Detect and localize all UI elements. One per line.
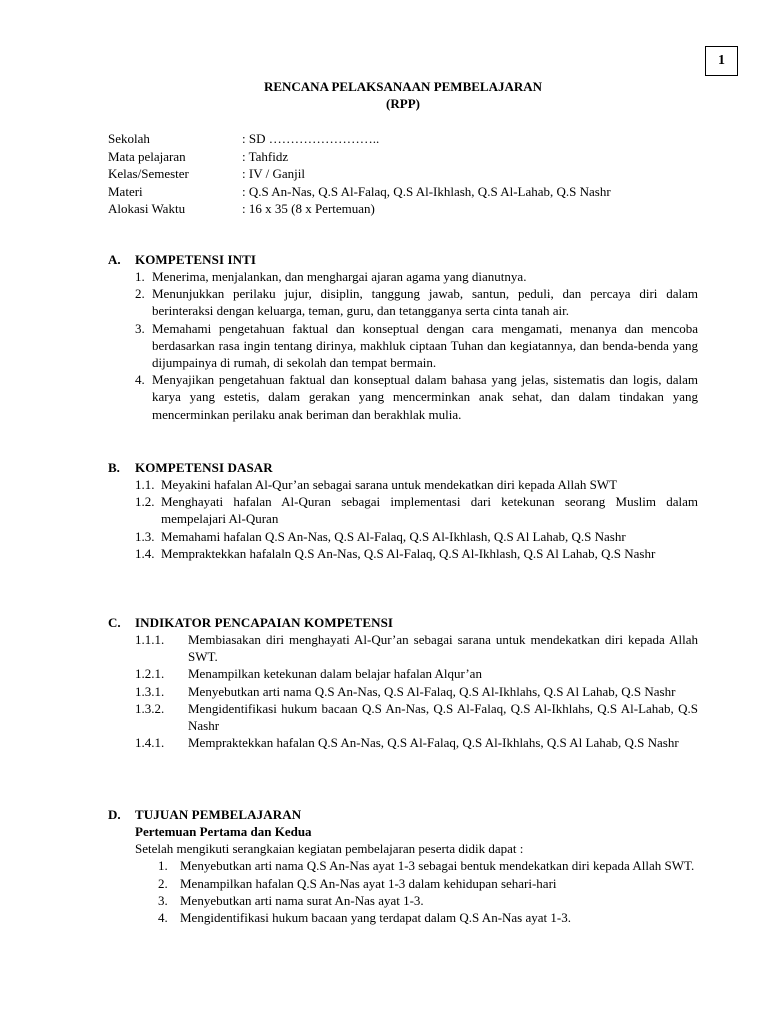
- list-item: [108, 371, 698, 423]
- item-text: Memahami hafalan Q.S An-Nas, Q.S Al-Falaq, Q.S Al-Ikhlash, Q.S Al Lahab, Q.S Nashr: [161, 528, 626, 544]
- info-label: Mata pelajaran: [108, 148, 186, 164]
- item-text: Mempraktekkan hafalan Q.S An-Nas, Q.S Al-Falaq, Q.S Al-Ikhlahs, Q.S Al Lahab, Q.S Nashr: [188, 735, 679, 751]
- item-text: Membiasakan diri menghayati Al-Qur’an sebagai sarana untuk mendekatkan diri kepada Allah SWT.: [188, 632, 698, 665]
- item-number: 1.2.: [135, 494, 155, 510]
- list-item: [108, 476, 698, 493]
- document-title: RENCANA PELAKSANAAN PEMBELAJARAN: [263, 79, 543, 94]
- item-text: Menyebutkan arti nama surat An-Nas ayat 1-3.: [180, 892, 424, 908]
- section-heading: [108, 251, 698, 268]
- section-title: INDIKATOR PENCAPAIAN KOMPETENSI: [135, 615, 394, 630]
- item-text: Meyakini hafalan Al-Qur’an sebagai sarana untuk mendekatkan diri kepada Allah SWT: [161, 477, 618, 492]
- section-title: KOMPETENSI DASAR: [135, 460, 273, 475]
- section-title: KOMPETENSI INTI: [135, 252, 257, 267]
- list-item: [108, 493, 698, 527]
- item-number: 2.: [158, 875, 168, 891]
- list-item: [108, 683, 698, 700]
- item-number: 1.4.1.: [135, 735, 165, 751]
- list-item: [108, 320, 698, 372]
- section-indikator: [108, 614, 698, 751]
- info-label: Materi: [108, 183, 143, 199]
- item-number: 1.: [135, 269, 145, 284]
- item-number: 1.1.1.: [135, 632, 165, 647]
- item-number: 1.3.2.: [135, 700, 165, 716]
- item-number: 1.: [158, 858, 168, 874]
- info-value: : 16 x 35 (8 x Pertemuan): [242, 201, 375, 216]
- info-value: : Q.S An-Nas, Q.S Al-Falaq, Q.S Al-Ikhlash, Q.S Al-Lahab, Q.S Nashr: [242, 183, 611, 199]
- list-item: [108, 909, 698, 926]
- document-subtitle: (RPP): [386, 96, 420, 111]
- item-number: 3.: [158, 892, 168, 908]
- section-kompetensi-dasar: [108, 459, 698, 562]
- item-number: 1.2.1.: [135, 666, 165, 682]
- list-item: [108, 700, 698, 734]
- list-item: [108, 631, 698, 665]
- section-letter: A.: [108, 252, 121, 267]
- info-value: : Tahfidz: [242, 148, 289, 164]
- info-value: : SD ……………………..: [242, 131, 380, 146]
- list-item: [108, 285, 698, 319]
- item-text: Mempraktekkan hafalaln Q.S An-Nas, Q.S Al-Falaq, Q.S Al-Ikhlash, Q.S Al Lahab, Q.S Nashr: [161, 545, 656, 561]
- meeting-subheading: Pertemuan Pertama dan Kedua: [135, 824, 312, 839]
- item-number: 1.4.: [135, 545, 155, 561]
- section-letter: B.: [108, 460, 120, 475]
- page-number-box: 1: [705, 46, 738, 76]
- item-text: Menampilkan hafalan Q.S An-Nas ayat 1-3 dalam kehidupan sehari-hari: [180, 875, 557, 891]
- section-intro: Setelah mengikuti serangkaian kegiatan pembelajaran peserta didik dapat :: [135, 841, 524, 857]
- item-text: Menyajikan pengetahuan faktual dan konseptual dalam bahasa yang jelas, sistematis dan logis, dalam karya yang estetis, dalam gerakan yang mencerminkan anak sehat, dan dalam tindakan yang mencerminkan perilaku anak beriman dan berakhlak mulia.: [152, 372, 698, 422]
- list-item: [108, 892, 698, 909]
- info-value: : IV / Ganjil: [242, 166, 305, 181]
- item-text: Menerima, menjalankan, dan menghargai ajaran agama yang dianutnya.: [152, 269, 527, 284]
- section-letter: D.: [108, 807, 121, 822]
- item-text: Mengidentifikasi hukum bacaan Q.S An-Nas, Q.S Al-Falaq, Q.S Al-Ikhlahs, Q.S Al-Lahab, Q.S Nashr: [188, 700, 698, 734]
- item-number: 4.: [135, 372, 145, 388]
- list-item: [108, 665, 698, 682]
- item-text: Menyebutkan arti nama Q.S An-Nas, Q.S Al-Falaq, Q.S Al-Ikhlahs, Q.S Al Lahab, Q.S Nashr: [188, 683, 676, 699]
- item-number: 4.: [158, 910, 168, 926]
- item-number: 3.: [135, 320, 145, 336]
- section-title: TUJUAN PEMBELAJARAN: [135, 807, 302, 822]
- info-label: Alokasi Waktu: [108, 201, 186, 216]
- item-text: Menampilkan ketekunan dalam belajar hafalan Alqur’an: [188, 666, 482, 682]
- section-tujuan: [108, 806, 698, 926]
- section-heading: [108, 806, 698, 823]
- list-item: [108, 857, 698, 874]
- info-label: Kelas/Semester: [108, 166, 189, 181]
- list-item: [108, 875, 698, 892]
- item-text: Menghayati hafalan Al-Quran sebagai implementasi dari ketekunan seorang Muslim dalam mempelajari Al-Quran: [161, 494, 698, 527]
- list-item: [108, 545, 698, 562]
- section-heading: [108, 459, 698, 476]
- item-number: 1.3.1.: [135, 683, 165, 699]
- list-item: [108, 734, 698, 751]
- section-letter: C.: [108, 615, 121, 630]
- item-text: Menyebutkan arti nama Q.S An-Nas ayat 1-3 sebagai bentuk mendekatkan diri kepada Allah SWT.: [180, 858, 695, 874]
- info-label: Sekolah: [108, 131, 150, 146]
- list-item: [108, 268, 698, 285]
- item-text: Mengidentifikasi hukum bacaan yang terdapat dalam Q.S An-Nas ayat 1-3.: [180, 910, 571, 926]
- list-item: [108, 528, 698, 545]
- item-number: 1.1.: [135, 477, 155, 492]
- item-text: Memahami pengetahuan faktual dan konseptual dengan cara mengamati, menanya dan mencoba berdasarkan rasa ingin tentang dirinya, makhluk ciptaan Tuhan dan kegiatannya, dan benda-benda yang dijumpainya di rumah, di sekolah dan tempat bermain.: [152, 320, 698, 371]
- section-kompetensi-inti: [108, 251, 698, 423]
- section-heading: [108, 614, 698, 631]
- item-number: 2.: [135, 286, 145, 302]
- item-number: 1.3.: [135, 528, 155, 544]
- item-text: Menunjukkan perilaku jujur, disiplin, tanggung jawab, santun, peduli, dan percaya diri dalam berinteraksi dengan keluarga, teman, guru, dan tetangganya serta cinta tanah air.: [152, 286, 698, 319]
